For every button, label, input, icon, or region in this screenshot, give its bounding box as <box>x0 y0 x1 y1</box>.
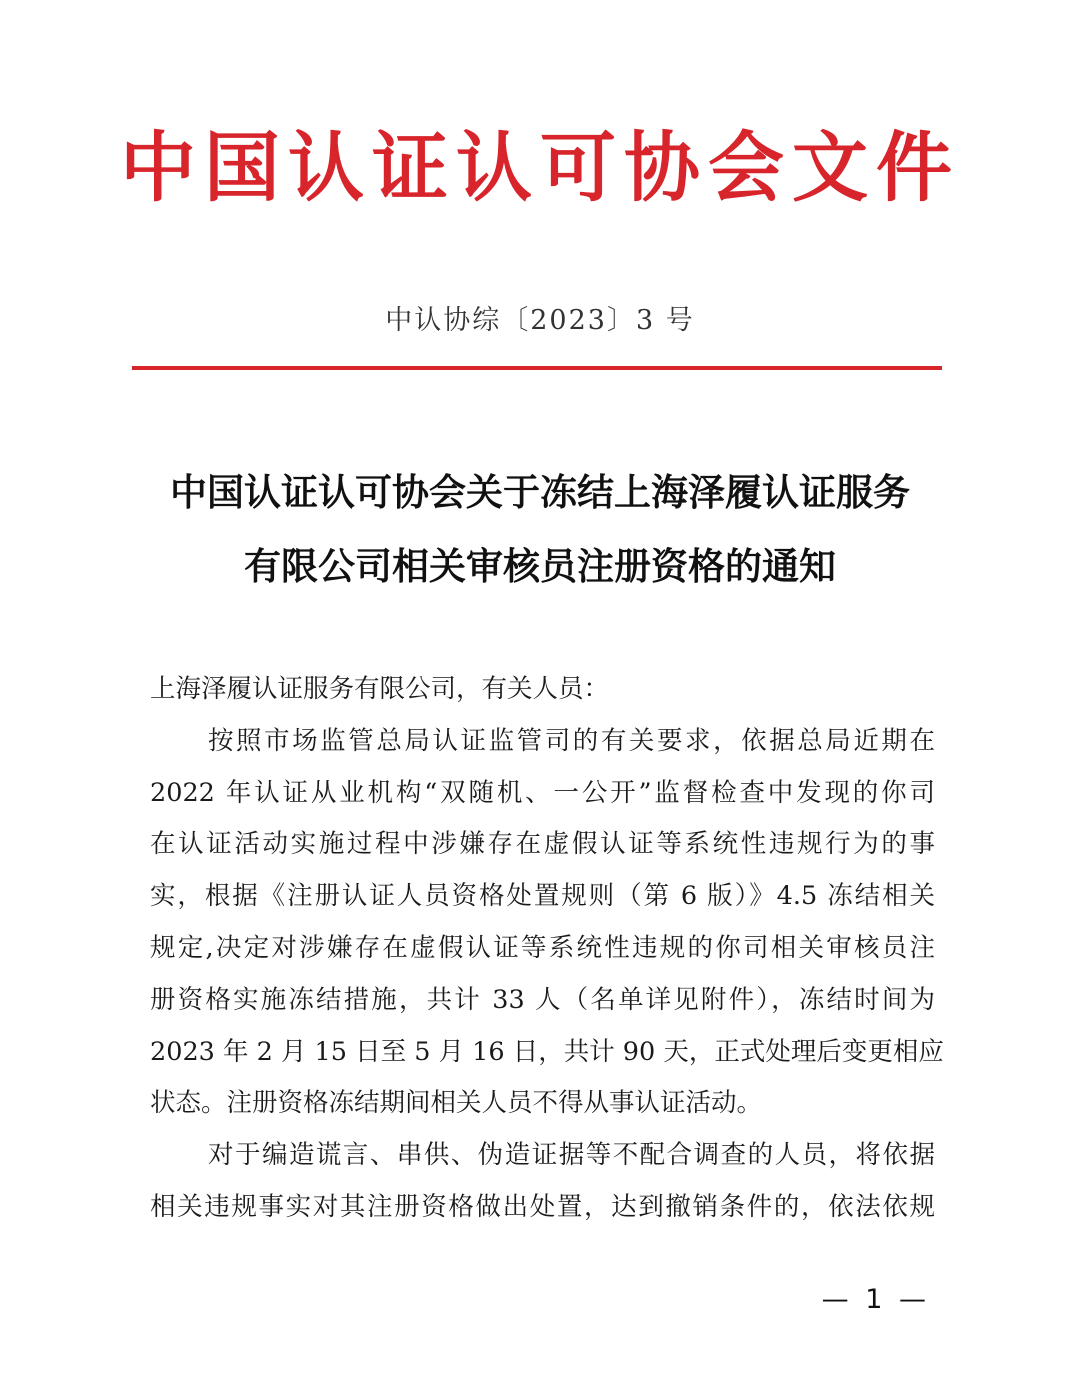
body-line: 对于编造谎言、串供、伪造证据等不配合调查的人员，将依据 <box>208 1140 935 1171</box>
document-number: 中认协综〔2023〕3 号 <box>385 305 695 336</box>
page-number: — 1 — <box>821 1284 930 1315</box>
body-line: 2023 年 2 月 15 日至 5 月 16 日，共计 90 天，正式处理后变更相应 <box>150 1036 944 1067</box>
notice-title-line-2: 有限公司相关审核员注册资格的通知 <box>244 544 836 588</box>
body-line: 2022 年认证从业机构“双随机、一公开”监督检查中发现的你司 <box>150 777 935 808</box>
salutation: 上海泽履认证服务有限公司，有关人员： <box>150 674 610 704</box>
notice-title <box>100 455 980 603</box>
body-line: 在认证活动实施过程中涉嫌存在虚假认证等系统性违规行为的事 <box>150 829 935 860</box>
notice-title-line-1: 中国认证认可协会关于冻结上海泽履认证服务 <box>170 470 910 514</box>
body-line: 相关违规事实对其注册资格做出处置，达到撤销条件的，依法依规 <box>150 1191 935 1222</box>
body-line: 状态。注册资格冻结期间相关人员不得从事认证活动。 <box>150 1088 763 1119</box>
body-line: 规定,决定对涉嫌存在虚假认证等系统性违规的你司相关审核员注 <box>150 932 935 963</box>
red-divider-line <box>132 366 942 370</box>
body-line: 册资格实施冻结措施，共计 33 人（名单详见附件），冻结时间为 <box>150 984 935 1015</box>
notice-body <box>150 664 944 1234</box>
body-line: 实，根据《注册认证人员资格处置规则（第 6 版）》4.5 冻结相关 <box>150 881 935 912</box>
document-masthead: 中国认证认可协会文件 <box>120 123 960 212</box>
body-line: 按照市场监管总局认证监管司的有关要求，依据总局近期在 <box>208 725 935 756</box>
